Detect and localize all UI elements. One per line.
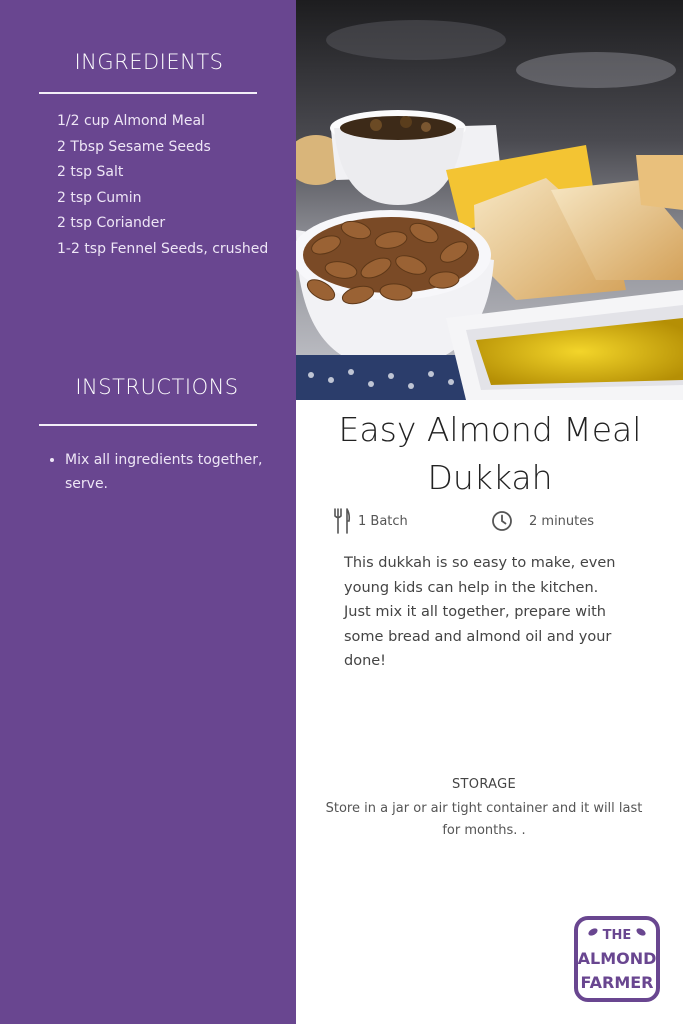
- almond-farmer-logo: [573, 915, 661, 1003]
- recipe-description: This dukkah is so easy to make, even young kids can help in the kitchen. Just mix it all together, prepare with some bread and almond oil and your done!: [344, 555, 616, 670]
- ingredient-item: 2 Tbsp Sesame Seeds: [57, 138, 211, 155]
- hero-photo: [296, 0, 683, 400]
- instruction-step: • Mix all ingredients together, serve.: [65, 448, 285, 496]
- ingredients-divider: [39, 92, 257, 94]
- ingredients-list: [57, 109, 268, 263]
- instructions-divider: [39, 424, 257, 426]
- instructions-heading: INSTRUCTIONS: [75, 375, 239, 399]
- svg-text:ALMOND: ALMOND: [577, 949, 657, 968]
- ingredient-item: 2 tsp Salt: [57, 164, 124, 181]
- svg-text:THE: THE: [602, 928, 632, 943]
- sidebar: [0, 0, 296, 1024]
- ingredient-item: 1-2 tsp Fennel Seeds, crushed: [57, 240, 269, 257]
- recipe-title-line-2: Dukkah: [427, 458, 553, 497]
- recipe-title-line-1: Easy Almond Meal: [338, 410, 642, 449]
- instructions-list: [48, 448, 285, 496]
- yield-info: [333, 508, 408, 534]
- brand-logo: [573, 915, 661, 1003]
- storage-heading: STORAGE: [452, 777, 516, 792]
- food-photo-illustration: [296, 0, 683, 400]
- clock-icon: [491, 510, 513, 532]
- ingredient-item: 1/2 cup Almond Meal: [57, 113, 205, 129]
- fork-knife-icon: [333, 508, 351, 534]
- time-text: 2 minutes: [529, 513, 595, 529]
- yield-text: 1 Batch: [358, 513, 408, 529]
- ingredient-item: 2 tsp Coriander: [57, 215, 166, 232]
- storage-text: Store in a jar or air tight container and it will last for months. .: [325, 801, 643, 838]
- svg-text:FARMER: FARMER: [580, 973, 654, 992]
- ingredients-heading: INGREDIENTS: [74, 50, 224, 74]
- time-info: [491, 508, 594, 534]
- ingredient-item: 2 tsp Cumin: [57, 189, 142, 206]
